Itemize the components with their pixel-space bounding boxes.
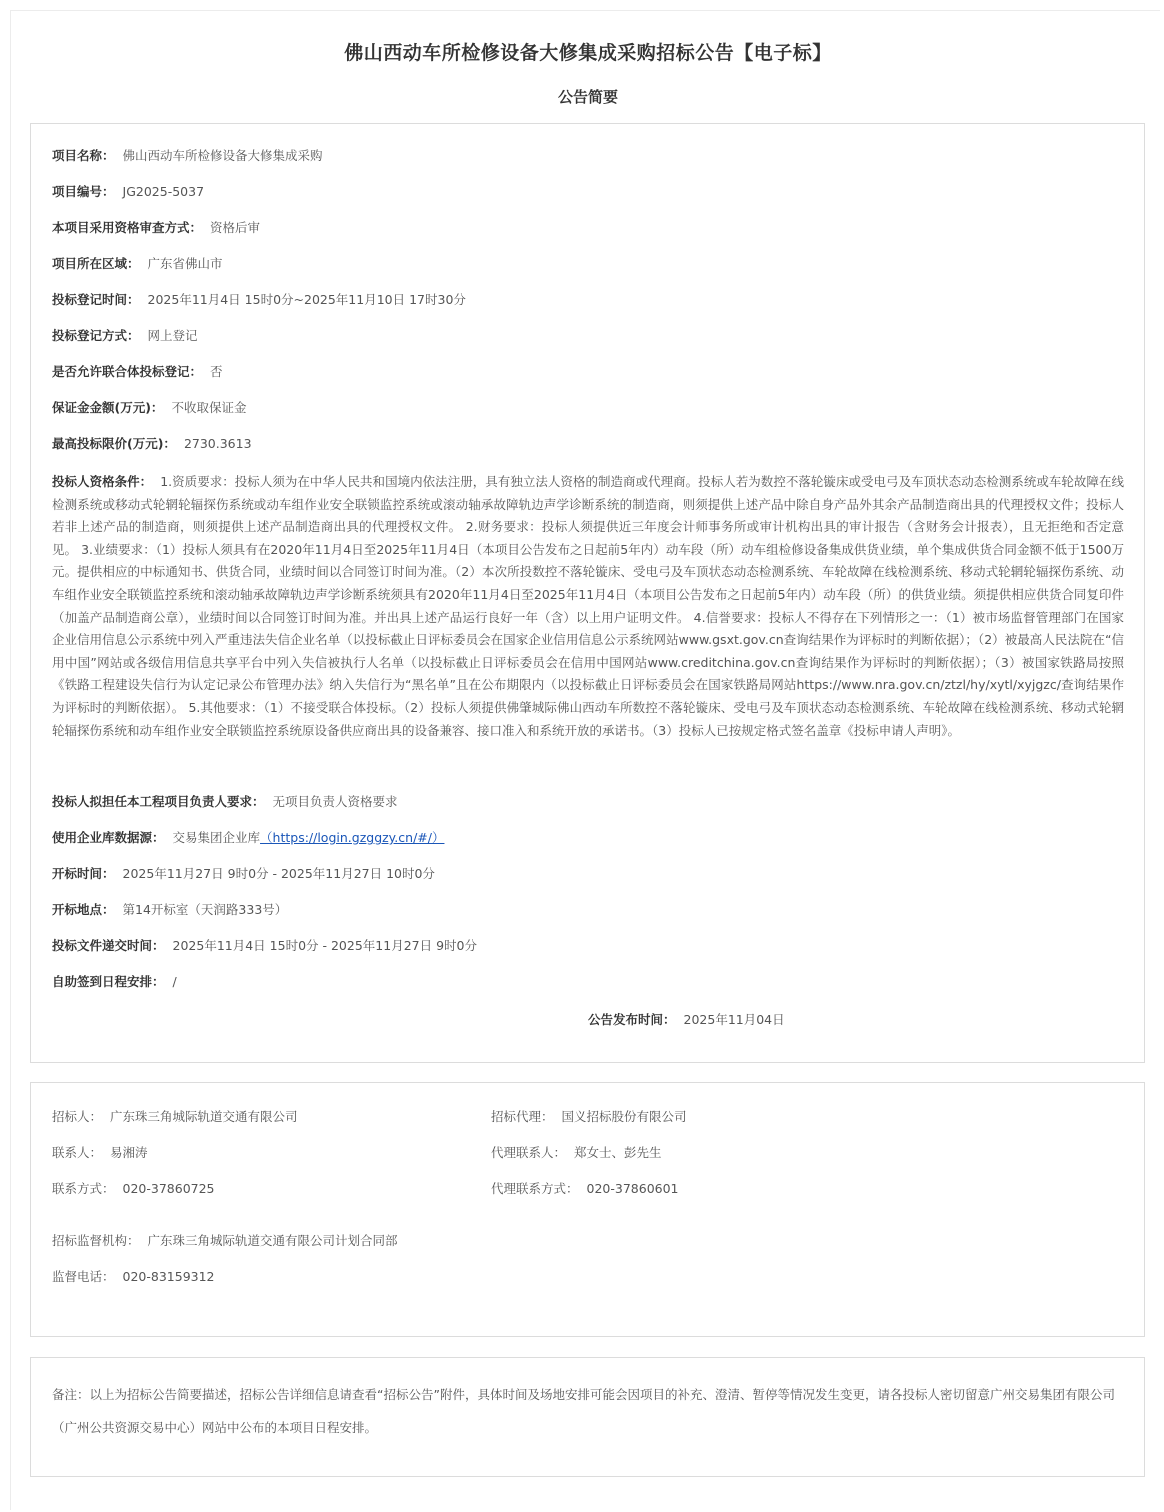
database-value: 交易集团企业库 bbox=[172, 830, 261, 845]
open-time-value: 2025年11月27日 9时0分 - 2025年11月27日 10时0分 bbox=[122, 866, 435, 881]
agent-phone-value: 020-37860601 bbox=[586, 1181, 679, 1196]
enterprise-db-link[interactable]: （https://login.gzggzy.cn/#/） bbox=[260, 830, 445, 845]
submit-time-value: 2025年11月4日 15时0分 - 2025年11月27日 9时0分 bbox=[172, 938, 477, 953]
field-label: 代理联系方式： bbox=[491, 1181, 579, 1196]
project-no-row bbox=[52, 184, 204, 200]
supervisor-phone-value: 020-83159312 bbox=[122, 1269, 215, 1284]
supervisor-row bbox=[52, 1231, 398, 1249]
region-value: 广东省佛山市 bbox=[147, 256, 223, 271]
project-no-value: JG2025-5037 bbox=[122, 184, 205, 199]
tenderer-row bbox=[52, 1107, 298, 1125]
field-label: 联系方式： bbox=[52, 1181, 115, 1196]
page-subtitle: 公告简要 bbox=[557, 88, 618, 106]
max-price-value: 2730.3613 bbox=[183, 436, 252, 451]
contact-row bbox=[52, 1143, 148, 1161]
open-place-row bbox=[52, 902, 287, 918]
field-label: 招标监督机构： bbox=[52, 1233, 140, 1248]
agent-phone-row bbox=[491, 1179, 679, 1197]
reg-time-row bbox=[52, 292, 466, 308]
deposit-value: 不收取保证金 bbox=[171, 400, 247, 415]
review-method-row bbox=[52, 220, 260, 236]
project-name-value: 佛山西动车所检修设备大修集成采购 bbox=[122, 148, 323, 163]
supervisor-value: 广东珠三角城际轨道交通有限公司计划合同部 bbox=[147, 1233, 398, 1248]
note-panel bbox=[30, 1357, 1145, 1477]
field-label: 联系人： bbox=[52, 1145, 103, 1160]
phone-row bbox=[52, 1179, 215, 1197]
field-label: 投标登记方式： bbox=[52, 328, 140, 343]
field-label: 投标文件递交时间： bbox=[52, 938, 165, 953]
field-label: 项目所在区域： bbox=[52, 256, 140, 271]
agent-row bbox=[491, 1107, 687, 1125]
review-method-value: 资格后审 bbox=[210, 220, 261, 235]
open-time-row bbox=[52, 866, 435, 882]
reg-time-value: 2025年11月4日 15时0分~2025年11月10日 17时30分 bbox=[147, 292, 466, 307]
field-label: 保证金金额(万元)： bbox=[52, 400, 164, 415]
tenderer-value: 广东珠三角城际轨道交通有限公司 bbox=[110, 1109, 298, 1124]
qualification-paragraph bbox=[52, 471, 1124, 742]
note-text: 备注：以上为招标公告简要描述，招标公告详细信息请查看“招标公告”附件，具体时间及场地安排可能会因项目的补充、澄清、暂停等情况发生变更，请各投标人密切留意广州交易集团有限公司（广州公共资源交易中心）网站中公布的本项目日程安排。 bbox=[52, 1387, 1115, 1435]
open-place-value: 第14开标室（天润路333号） bbox=[122, 902, 288, 917]
field-label: 招标代理： bbox=[491, 1109, 554, 1124]
field-label: 投标人资格条件： bbox=[52, 474, 153, 489]
field-label: 使用企业库数据源： bbox=[52, 830, 165, 845]
project-name-row bbox=[52, 148, 323, 164]
field-label: 开标地点： bbox=[52, 902, 115, 917]
agent-contact-row bbox=[491, 1143, 662, 1161]
field-label: 招标人： bbox=[52, 1109, 103, 1124]
manager-req-row bbox=[52, 794, 398, 810]
database-row bbox=[52, 830, 444, 846]
field-label: 监督电话： bbox=[52, 1269, 115, 1284]
field-label: 投标人拟担任本工程项目负责人要求： bbox=[52, 794, 265, 809]
field-label: 公告发布时间： bbox=[588, 1012, 676, 1027]
field-label: 自助签到日程安排： bbox=[52, 974, 165, 989]
field-label: 本项目采用资格审查方式： bbox=[52, 220, 203, 235]
publish-time-row bbox=[588, 1010, 785, 1028]
field-label: 投标登记时间： bbox=[52, 292, 140, 307]
field-label: 是否允许联合体投标登记： bbox=[52, 364, 203, 379]
supervisor-phone-row bbox=[52, 1267, 215, 1285]
self-sign-row bbox=[52, 974, 177, 990]
field-label: 代理联系人： bbox=[491, 1145, 567, 1160]
self-sign-value: / bbox=[172, 974, 177, 989]
reg-method-value: 网上登记 bbox=[147, 328, 198, 343]
contacts-panel bbox=[30, 1082, 1145, 1337]
manager-req-value: 无项目负责人资格要求 bbox=[272, 794, 398, 809]
phone-value: 020-37860725 bbox=[122, 1181, 215, 1196]
consortium-row bbox=[52, 364, 223, 380]
field-label: 开标时间： bbox=[52, 866, 115, 881]
deposit-row bbox=[52, 400, 246, 416]
field-label: 项目编号： bbox=[52, 184, 115, 199]
contact-value: 易湘涛 bbox=[110, 1145, 148, 1160]
agent-contact-value: 郑女士、彭先生 bbox=[574, 1145, 662, 1160]
publish-time-value: 2025年11月04日 bbox=[683, 1012, 785, 1027]
consortium-value: 否 bbox=[210, 364, 223, 379]
region-row bbox=[52, 256, 223, 272]
agent-value: 国义招标股份有限公司 bbox=[561, 1109, 687, 1124]
reg-method-row bbox=[52, 328, 198, 344]
max-price-row bbox=[52, 436, 252, 452]
page-title: 佛山西动车所检修设备大修集成采购招标公告【电子标】 bbox=[344, 42, 832, 64]
summary-panel bbox=[30, 123, 1145, 1063]
field-label: 项目名称： bbox=[52, 148, 115, 163]
qualification-text: 1.资质要求：投标人须为在中华人民共和国境内依法注册，具有独立法人资格的制造商或代理商。投标人若为数控不落轮镟床或受电弓及车顶状态动态检测系统或车轮故障在线检测系统或移动式轮辋轮辐探伤系统或动车组作业安全联锁监控系统或滚动轴承故障轨边声学诊断系统的制造商，则须提供上述产品中除自身产品外其余产品制造商出具的代理授权文件；投标人若非上述产品的制造商，则须提供上述产品制造商出具的代理授权文件。 2.财务要求：投标人须提供近三年度会计师事务所或审计机构出具的审计报告（含财务会计报表），且无拒绝和否定意见。 3.业绩要求：（1）投标人须具有在2020年11月4日至2025年11月4日（本项目公告发布之日起前5年内）动车段（所）动车组检修设备集成供货业绩，单个集成供货合同金额不低于1500万元。提供相应的中标通知书、供货合同，业绩时间以合同签订时间为准。（2）本次所投数控不落轮镟床、受电弓及车顶状态动态检测系统、车轮故障在线检测系统、移动式轮辋轮辐探伤系统、动车组作业安全联锁监控系统和滚动轴承故障轨边声学诊断系统须具有2020年11月4日至2025年11月4日（本项目公告发布之日起前5年内）动车段（所）的供货业绩。须提供相应供货合同复印件（加盖产品制造商公章），业绩时间以合同签订时间为准。并出具上述产品运行良好一年（含）以上用户证明文件。 4.信誉要求：投标人不得存在下列情形之一：（1）被市场监督管理部门在国家企业信用信息公示系统中列入严重违法失信企业名单（以投标截止日评标委员会在国家企业信用信息公示系统网站www.gsxt.gov.cn查询结果作为评标时的判断依据）；（2）被最高人民法院在“信用中国”网站或各级信用信息共享平台中列入失信被执行人名单（以投标截止日评标委员会在信用中国网站www.creditchina.gov.cn查询结果作为评标时的判断依据）；（3）被国家铁路局按照《铁路工程建设失信行为认定记录公布管理办法》纳入失信行为“黑名单”且在公布期限内（以投标截止日评标委员会在国家铁路局网站https://www.nra.gov.cn/ztzl/hy/xytl/xyjgzc/查询结果作为评标时的判断依据）。 5.其他要求：（1）不接受联合体投标。（2）投标人须提供佛肇城际佛山西动车所数控不落轮镟床、受电弓及车顶状态动态检测系统、车轮故障在线检测系统、移动式轮辋轮辐探伤系统和动车组作业安全联锁监控系统原设备供应商出具的设备兼容、接口准入和系统开放的承诺书。（3）投标人已按规定格式签名盖章《投标申请人声明》。 bbox=[52, 474, 1124, 738]
field-label: 最高投标限价(万元)： bbox=[52, 436, 176, 451]
submit-time-row bbox=[52, 938, 477, 954]
